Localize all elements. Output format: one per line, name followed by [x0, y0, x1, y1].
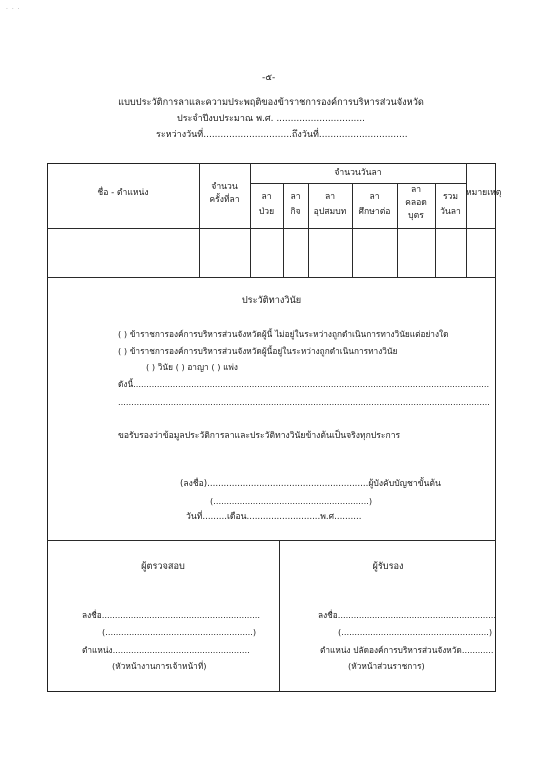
reviewer-heading: ผู้ตรวจสอบ [141, 561, 185, 572]
discipline-action-types[interactable]: ( ) วินัย ( ) อาญา ( ) แพ่ง [146, 362, 238, 372]
discipline-details-line[interactable]: ............................................................................................................................................. [118, 397, 490, 407]
certifier-role: (หัวหน้าส่วนราชการ) [348, 661, 425, 671]
table-divider [47, 228, 496, 229]
col-total-days: รวม [442, 192, 459, 202]
section-divider [47, 540, 496, 541]
certify-statement: ขอรับรองว่าข้อมูลประวัติการลาและประวัติทางวินัยข้างต้นเป็นจริงทุกประการ [118, 431, 401, 441]
col-maternity-leave: บุตร [408, 211, 424, 221]
col-maternity-leave: คลอด [405, 198, 427, 208]
col-maternity-leave: ลา [410, 185, 422, 195]
col-header-times: ครั้งที่ลา [209, 195, 240, 205]
discipline-details-line[interactable]: ดังนี้....................................................................................................................................... [118, 379, 490, 389]
scan-artifact: · · · [6, 6, 21, 13]
certifier-position-line[interactable]: ตำแหน่ง ปลัดองค์การบริหารส่วนจังหวัด............ [320, 645, 494, 655]
discipline-heading: ประวัติทางวินัย [241, 295, 302, 306]
col-ordination-leave: ลา [324, 192, 336, 202]
col-personal-leave: กิจ [290, 207, 301, 217]
reviewer-role: (หัวหน้างานการเจ้าหน้าที่) [112, 661, 207, 671]
col-header-remarks: หมายเหตุ [466, 188, 502, 198]
certifier-signature-line[interactable]: ลงชื่อ............................................................ [318, 610, 496, 620]
col-study-leave: ศึกษาต่อ [358, 207, 391, 217]
reviewer-position-line[interactable]: ตำแหน่ง.................................................... [82, 645, 250, 655]
period: ระหว่างวันที่...............................ถึงวันที่............................... [156, 130, 408, 140]
col-line [250, 163, 251, 277]
col-header-name: ชื่อ - ตำแหน่ง [97, 188, 149, 198]
col-line [397, 183, 398, 277]
col-study-leave: ลา [369, 192, 380, 202]
certifier-heading: ผู้รับรอง [372, 561, 404, 572]
col-ordination-leave: อุปสมบท [313, 207, 347, 217]
certifier-name-line[interactable]: (........................................................) [338, 627, 493, 637]
col-sick-leave: ลา [261, 192, 272, 202]
discipline-option-none[interactable]: ( ) ข้าราชการองค์การบริหารส่วนจังหวัดผู้นี้ ไม่อยู่ในระหว่างถูกดำเนินการทางวินัยแต่อย่างใด [118, 329, 449, 339]
supervisor-signature-line[interactable]: (ลงชื่อ)...........................................................ผู้บังคับบัญชาขั้นต้น [180, 479, 441, 489]
fiscal-year: ประจำปีงบประมาณ พ.ศ. ............................... [176, 114, 366, 124]
reviewer-name-line[interactable]: (........................................................) [102, 627, 257, 637]
supervisor-name-line[interactable]: (...........................................................) [210, 496, 373, 506]
col-total-days: วันลา [440, 207, 461, 217]
col-line [466, 163, 467, 277]
form-title: แบบประวัติการลาและความประพฤติของข้าราชการองค์การบริหารส่วนจังหวัด [118, 97, 424, 108]
col-sick-leave: ป่วย [258, 207, 275, 217]
col-header-times: จำนวน [211, 182, 238, 192]
reviewer-signature-line[interactable]: ลงชื่อ............................................................ [82, 610, 260, 620]
discipline-option-under-action[interactable]: ( ) ข้าราชการองค์การบริหารส่วนจังหวัดผู้นี้อยู่ในระหว่างถูกดำเนินการทางวินัย [118, 346, 398, 356]
col-personal-leave: ลา [290, 192, 301, 202]
table-divider [47, 277, 496, 278]
date-line[interactable]: วันที่.........เดือน...........................พ.ศ.......... [186, 512, 362, 522]
page-number: -๕- [262, 73, 276, 83]
col-header-days: จำนวนวันลา [334, 168, 382, 178]
col-line [199, 163, 200, 277]
